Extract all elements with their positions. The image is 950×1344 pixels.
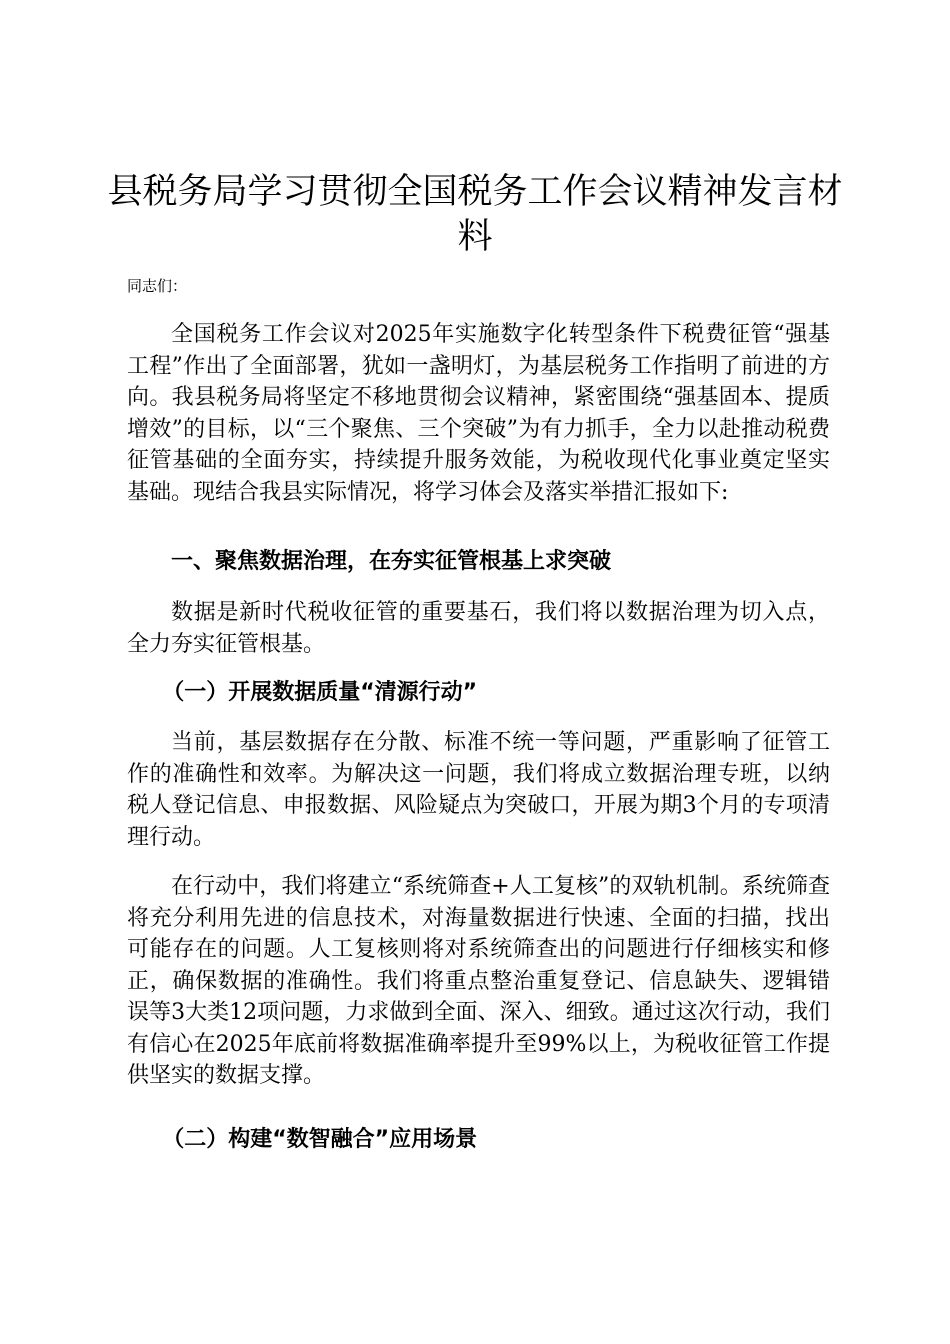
section-1-paragraph: 数据是新时代税收征管的重要基石，我们将以数据治理为切入点，全力夯实征管根基。 [127, 600, 830, 657]
subsection-1-paragraph-1: 当前，基层数据存在分散、标准不统一等问题，严重影响了征管工作的准确性和效率。为解决这一问题，我们将成立数据治理专班，以纳税人登记信息、申报数据、风险疑点为突破口，开展为期3个月的专项清理行动。 [127, 730, 830, 850]
section-1-heading: 一、聚焦数据治理，在夯实征管根基上求突破 [171, 549, 612, 574]
intro-paragraph: 全国税务工作会议对2025年实施数字化转型条件下税费征管“强基工程”作出了全面部署，犹如一盏明灯，为基层税务工作指明了前进的方向。我县税务局将坚定不移地贯彻会议精神，紧密围绕“强基固本、提质增效”的目标，以“三个聚焦、三个突破”为有力抓手，全力以赴推动税费征管基础的全面夯实，持续提升服务效能，为税收现代化事业奠定坚实基础。现结合我县实际情况，将学习体会及落实举措汇报如下: [127, 322, 830, 505]
subsection-1-heading: （一）开展数据质量“清源行动” [162, 680, 478, 705]
document-title: 县税务局学习贯彻全国税务工作会议精神发言材料 [107, 172, 843, 257]
subsection-1-paragraph-2: 在行动中，我们将建立“系统筛查+人工复核”的双轨机制。系统筛查将充分利用先进的信息技术，对海量数据进行快速、全面的扫描，找出可能存在的问题。人工复核则将对系统筛查出的问题进行仔细核实和修正，确保数据的准确性。我们将重点整治重复登记、信息缺失、逻辑错误等3大类12项问题，力求做到全面、深入、细致。通过这次行动，我们有信心在2025年底前将数据准确率提升至99%以上，为税收征管工作提供坚实的数据支撑。 [127, 874, 830, 1088]
subsection-2-heading: （二）构建“数智融合”应用场景 [162, 1127, 478, 1152]
salutation: 同志们： [127, 277, 188, 295]
